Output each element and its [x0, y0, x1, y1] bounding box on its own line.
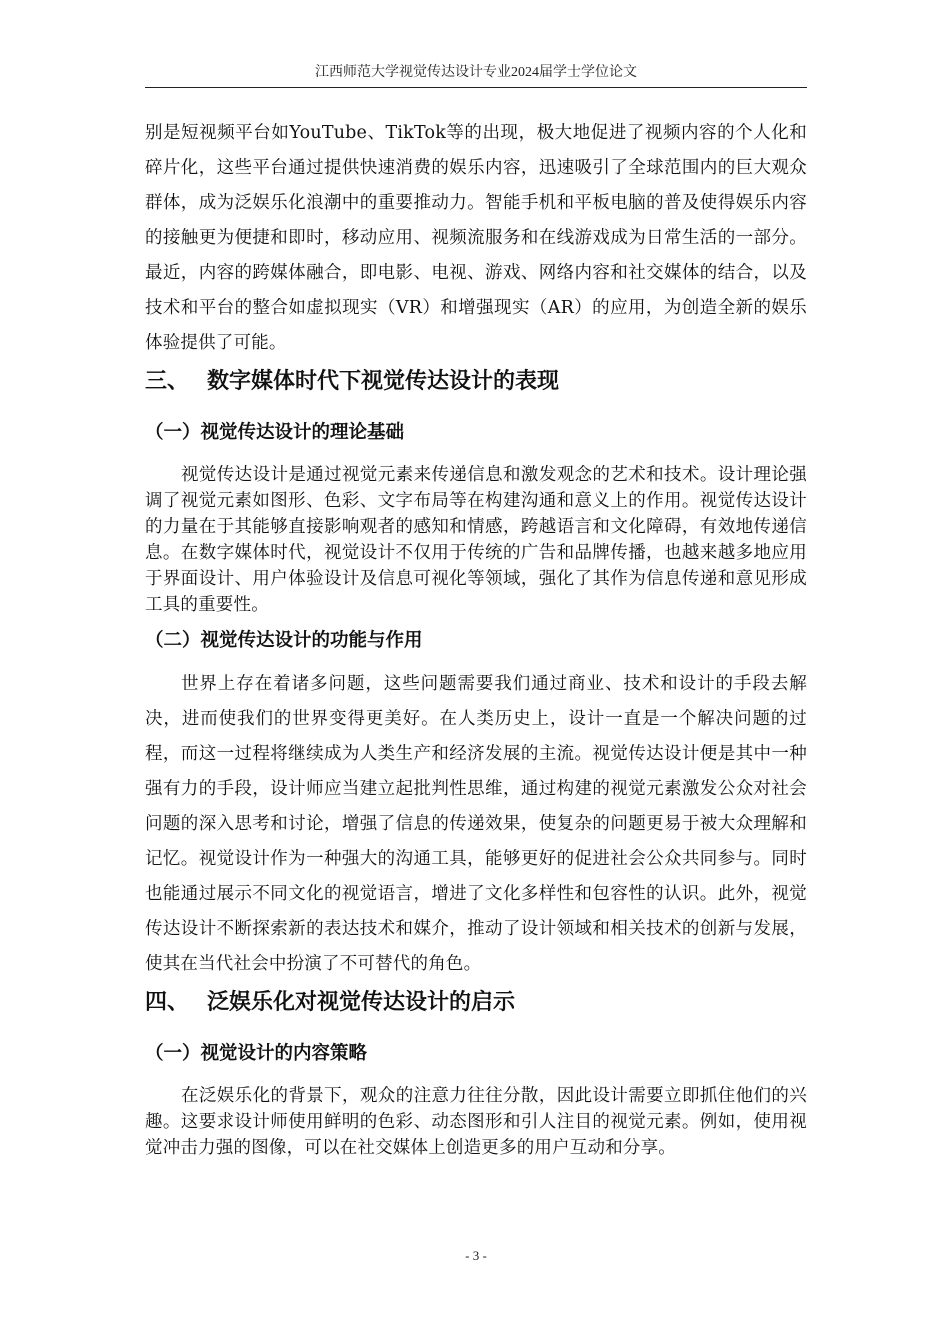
section-title: 数字媒体时代下视觉传达设计的表现 [207, 369, 560, 394]
section-heading-4 [145, 988, 807, 1018]
section-number: 四、 [145, 990, 190, 1015]
subsection-heading-3-2: （二）视觉传达设计的功能与作用 [145, 630, 423, 651]
page-number: - 3 - [465, 1248, 487, 1263]
header-rule [145, 87, 807, 88]
subsection-heading-4-1: （一）视觉设计的内容策略 [145, 1043, 368, 1064]
section-heading-3 [145, 367, 807, 397]
intro-paragraph: 别是短视频平台如YouTube、TikTok等的出现，极大地促进了视频内容的个人化和碎片化，这些平台通过提供快速消费的娱乐内容，迅速吸引了全球范围内的巨大观众群体，成为泛娱乐化浪潮中的重要推动力。智能手机和平板电脑的普及使得娱乐内容的接触更为便捷和即时，移动应用、视频流服务和在线游戏成为日常生活的一部分。最近，内容的跨媒体融合，即电影、电视、游戏、网络内容和社交媒体的结合，以及技术和平台的整合如虚拟现实（VR）和增强现实（AR）的应用，为创造全新的娱乐体验提供了可能。 [145, 123, 807, 353]
section-title: 泛娱乐化对视觉传达设计的启示 [207, 990, 516, 1015]
subsection-paragraph-4-1: 在泛娱乐化的背景下，观众的注意力往往分散，因此设计需要立即抓住他们的兴趣。这要求设计师使用鲜明的色彩、动态图形和引人注目的视觉元素。例如，使用视觉冲击力强的图像，可以在社交媒体上创造更多的用户互动和分享。 [145, 1086, 807, 1158]
section-number: 三、 [145, 369, 190, 394]
subsection-paragraph-3-2: 世界上存在着诸多问题，这些问题需要我们通过商业、技术和设计的手段去解决，进而使我们的世界变得更美好。在人类历史上，设计一直是一个解决问题的过程，而这一过程将继续成为人类生产和经济发展的主流。视觉传达设计便是其中一种强有力的手段，设计师应当建立起批判性思维，通过构建的视觉元素激发公众对社会问题的深入思考和讨论，增强了信息的传递效果，使复杂的问题更易于被大众理解和记忆。视觉设计作为一种强大的沟通工具，能够更好的促进社会公众共同参与。同时也能通过展示不同文化的视觉语言，增进了文化多样性和包容性的认识。此外，视觉传达设计不断探索新的表达技术和媒介，推动了设计领域和相关技术的创新与发展，使其在当代社会中扮演了不可替代的角色。 [145, 674, 807, 974]
subsection-paragraph-3-1: 视觉传达设计是通过视觉元素来传递信息和激发观念的艺术和技术。设计理论强调了视觉元素如图形、色彩、文字布局等在构建沟通和意义上的作用。视觉传达设计的力量在于其能够直接影响观者的感知和情感，跨越语言和文化障碍，有效地传递信息。在数字媒体时代，视觉设计不仅用于传统的广告和品牌传播，也越来越多地应用于界面设计、用户体验设计及信息可视化等领域，强化了其作为信息传递和意见形成工具的重要性。 [145, 465, 807, 615]
running-header: 江西师范大学视觉传达设计专业2024届学士学位论文 [315, 65, 637, 80]
subsection-heading-3-1: （一）视觉传达设计的理论基础 [145, 422, 405, 443]
page-content [145, 116, 807, 1161]
